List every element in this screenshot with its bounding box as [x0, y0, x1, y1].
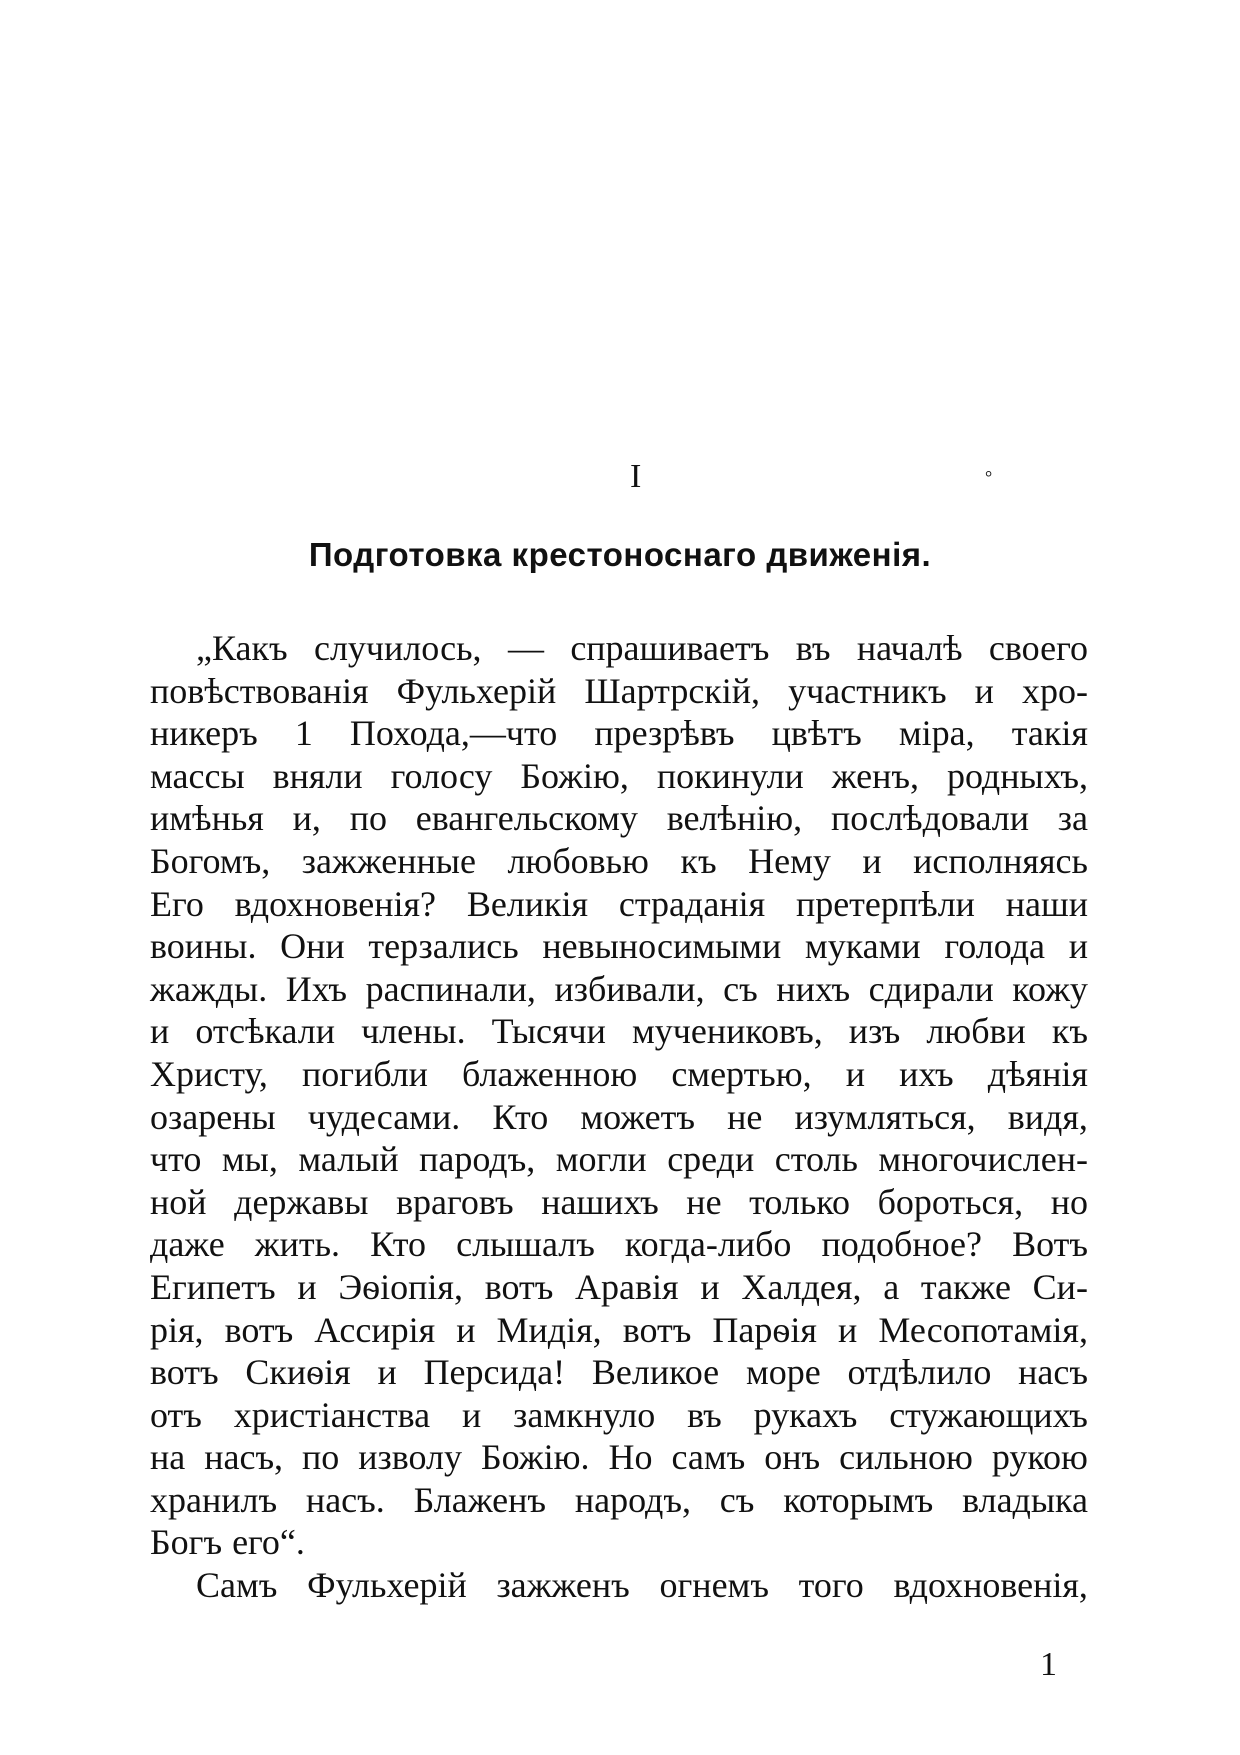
- text-line: [150, 1479, 1088, 1522]
- word: страданія: [618, 883, 766, 924]
- word: жить.: [254, 1224, 341, 1265]
- word: замкнуло: [513, 1394, 656, 1435]
- word: враговъ: [396, 1181, 514, 1222]
- word: съ: [719, 1479, 755, 1520]
- word: ной: [150, 1181, 207, 1222]
- word: голода: [944, 926, 1045, 967]
- word: массы: [150, 755, 245, 796]
- word: мучениковъ,: [631, 1011, 823, 1052]
- text-line: [150, 968, 1088, 1011]
- word: цвѣтъ: [771, 713, 862, 754]
- word: воины.: [150, 926, 257, 967]
- word: малый: [298, 1139, 399, 1180]
- word: нашихъ: [541, 1181, 659, 1222]
- word: Блаженъ: [413, 1479, 546, 1520]
- word: подобное?: [821, 1224, 982, 1265]
- text-line: [150, 883, 1088, 926]
- word: Его: [150, 883, 204, 924]
- word: столь: [774, 1139, 858, 1180]
- word: изволу: [358, 1437, 462, 1478]
- word: вотъ: [150, 1352, 219, 1393]
- word: самъ: [671, 1437, 746, 1478]
- word: міра,: [898, 713, 975, 754]
- word: по: [302, 1437, 340, 1478]
- word: Нему: [748, 840, 831, 881]
- word: Мидія,: [496, 1309, 602, 1350]
- word: насъ.: [305, 1479, 385, 1520]
- chapter-title: Подготовка крестоноснаго движенія.: [308, 536, 932, 573]
- word: наши: [1005, 883, 1088, 924]
- word: Месопотамія,: [878, 1309, 1088, 1350]
- chapter-number: I: [630, 458, 642, 495]
- word: Они: [280, 926, 345, 967]
- word: за: [1057, 798, 1088, 839]
- word: хро-: [1021, 670, 1088, 711]
- word: слышалъ: [456, 1224, 595, 1265]
- word: Кто: [492, 1096, 549, 1137]
- word: Богъ: [150, 1522, 223, 1563]
- word: пародъ,: [419, 1139, 536, 1180]
- scan-speck: °: [985, 467, 993, 487]
- word: чудесами.: [307, 1096, 461, 1137]
- word: и,: [292, 798, 321, 839]
- word: и: [862, 840, 882, 881]
- word: имѣнья: [150, 798, 264, 839]
- word: въ: [795, 628, 831, 668]
- word: никеръ: [150, 713, 258, 754]
- word: муками: [804, 926, 921, 967]
- text-line: [150, 1181, 1088, 1224]
- word: что: [150, 1139, 202, 1180]
- word: которымъ: [783, 1479, 934, 1520]
- word: Самъ: [196, 1565, 278, 1606]
- word: бороться,: [877, 1181, 1024, 1222]
- word: къ: [680, 840, 717, 881]
- text-line: [150, 712, 1088, 755]
- word: насъ,: [204, 1437, 284, 1478]
- word: Аравія: [575, 1266, 679, 1307]
- word: рія,: [150, 1309, 204, 1350]
- body-text: [150, 627, 1088, 1607]
- text-line: [150, 1394, 1088, 1437]
- word: женъ,: [831, 755, 920, 796]
- word: вдохновенія,: [893, 1565, 1088, 1606]
- word: отъ: [150, 1394, 202, 1435]
- word: жажды.: [150, 968, 268, 1009]
- text-line: [150, 1266, 1088, 1309]
- word: и: [150, 1011, 170, 1052]
- word: любви: [926, 1011, 1026, 1052]
- word: Богомъ,: [150, 840, 271, 881]
- word: сдирали: [868, 968, 994, 1009]
- word: нихъ: [776, 968, 851, 1009]
- word: Но: [608, 1437, 653, 1478]
- page-number: 1: [1040, 1646, 1057, 1683]
- word: рукахъ: [753, 1394, 858, 1435]
- word: Великія: [466, 883, 589, 924]
- word: по: [349, 798, 387, 839]
- text-line: [150, 1053, 1088, 1096]
- word: Тысячи: [491, 1011, 606, 1052]
- word: смертью,: [671, 1053, 812, 1094]
- word: распинали,: [365, 968, 536, 1009]
- word: море: [745, 1352, 821, 1393]
- word: евангельскому: [415, 798, 638, 839]
- word: озарены: [150, 1096, 276, 1137]
- word: Похода,—что: [349, 713, 558, 754]
- word: Персида!: [423, 1352, 566, 1393]
- word: повѣствованія: [150, 670, 369, 711]
- word: родныхъ,: [946, 755, 1088, 796]
- word: Божію.: [480, 1437, 590, 1478]
- word: видя,: [1007, 1096, 1088, 1137]
- word: Халдея,: [741, 1266, 862, 1307]
- word: Фульхерій: [396, 670, 557, 711]
- word: хранилъ: [150, 1479, 278, 1520]
- word: кожу: [1012, 968, 1088, 1009]
- word: и: [456, 1309, 476, 1350]
- word: рукою: [991, 1437, 1088, 1478]
- word: и: [462, 1394, 482, 1435]
- text-line: [150, 1436, 1088, 1479]
- text-line: [150, 925, 1088, 968]
- text-line: [150, 755, 1088, 798]
- word: Ассирія: [314, 1309, 436, 1350]
- word: отдѣлило: [847, 1352, 992, 1393]
- word: Парѳія: [712, 1309, 817, 1350]
- text-line: [150, 797, 1088, 840]
- word: такія: [1011, 713, 1088, 754]
- word: можетъ: [580, 1096, 695, 1137]
- word: невыносимыми: [542, 926, 782, 967]
- word: Си-: [1032, 1266, 1088, 1307]
- text-line: [150, 1223, 1088, 1266]
- word: случилось,: [313, 628, 482, 668]
- word: избивали,: [554, 968, 705, 1009]
- word: не: [727, 1096, 763, 1137]
- word: насъ: [1018, 1352, 1088, 1393]
- word: народъ,: [574, 1479, 691, 1520]
- word: дѣянія: [987, 1053, 1088, 1094]
- word: Божію,: [520, 755, 629, 796]
- word: погибли: [302, 1053, 428, 1094]
- word: Эѳіопія,: [338, 1266, 463, 1307]
- word: велѣнію,: [666, 798, 803, 839]
- word: претерпѣли: [795, 883, 975, 924]
- word: зажженъ: [496, 1565, 630, 1606]
- word: покинули: [656, 755, 804, 796]
- word: а: [883, 1266, 900, 1307]
- word: съ: [723, 968, 758, 1009]
- word: владыка: [962, 1479, 1088, 1520]
- word: вотъ: [224, 1309, 294, 1350]
- word: блаженною: [462, 1053, 638, 1094]
- text-line: [150, 1138, 1088, 1181]
- word: вняли: [272, 755, 363, 796]
- word: сильною: [839, 1437, 973, 1478]
- text-line: [150, 1096, 1088, 1139]
- word: стужающихъ: [889, 1394, 1088, 1435]
- word: мы,: [221, 1139, 278, 1180]
- word: и: [838, 1309, 858, 1350]
- text-line: [150, 1564, 1088, 1607]
- word: Вотъ: [1012, 1224, 1088, 1265]
- word: Христу,: [150, 1053, 268, 1094]
- word: Скиѳія: [245, 1352, 351, 1393]
- word: 1: [294, 713, 313, 754]
- word: послѣдовали: [830, 798, 1029, 839]
- word: голосу: [390, 755, 493, 796]
- text-line: [150, 840, 1088, 883]
- word: —: [507, 628, 544, 668]
- text-line: [150, 1521, 1088, 1564]
- word: презрѣвъ: [594, 713, 735, 754]
- word: изумляться,: [794, 1096, 976, 1137]
- text-line: [150, 1309, 1088, 1352]
- word: огнемъ: [659, 1565, 769, 1606]
- word: среди: [667, 1139, 755, 1180]
- word: державы: [234, 1181, 369, 1222]
- word: только: [749, 1181, 850, 1222]
- word: любовью: [507, 840, 649, 881]
- word: въ: [687, 1394, 722, 1435]
- word: и: [377, 1352, 397, 1393]
- word: и: [297, 1266, 317, 1307]
- word: ихъ: [899, 1053, 954, 1094]
- word: исполняясь: [913, 840, 1088, 881]
- word: но: [1050, 1181, 1088, 1222]
- word: Ихъ: [285, 968, 348, 1009]
- word: многочислен-: [878, 1139, 1088, 1180]
- word: его“.: [232, 1522, 305, 1563]
- word: зажженные: [301, 840, 476, 881]
- text-line: [150, 1351, 1088, 1394]
- word: и: [845, 1053, 865, 1094]
- word: также: [920, 1266, 1011, 1307]
- word: началѣ: [856, 628, 963, 668]
- word: вотъ: [622, 1309, 692, 1350]
- word: къ: [1051, 1011, 1088, 1052]
- word: вотъ: [484, 1266, 554, 1307]
- word: не: [686, 1181, 722, 1222]
- word: члены.: [361, 1011, 466, 1052]
- word: Кто: [370, 1224, 427, 1265]
- word: участникъ: [788, 670, 947, 711]
- word: христіанства: [233, 1394, 431, 1435]
- word: отсѣкали: [195, 1011, 336, 1052]
- text-line: [150, 1010, 1088, 1053]
- word: „Какъ: [196, 628, 288, 668]
- word: Египетъ: [150, 1266, 276, 1307]
- word: даже: [150, 1224, 225, 1265]
- word: могли: [555, 1139, 647, 1180]
- word: вдохновенія?: [234, 883, 437, 924]
- word: на: [150, 1437, 186, 1478]
- text-line: [150, 627, 1088, 670]
- word: онъ: [764, 1437, 821, 1478]
- text-line: [150, 670, 1088, 713]
- word: своего: [988, 628, 1088, 668]
- word: и: [974, 670, 994, 711]
- word: и: [700, 1266, 720, 1307]
- word: того: [798, 1565, 864, 1606]
- word: Шартрскій,: [584, 670, 761, 711]
- word: и: [1068, 926, 1088, 967]
- word: Фульхерій: [307, 1565, 467, 1606]
- word: спрашиваетъ: [570, 628, 770, 668]
- word: терзались: [368, 926, 519, 967]
- word: когда-либо: [624, 1224, 792, 1265]
- word: изъ: [848, 1011, 901, 1052]
- word: Великое: [591, 1352, 720, 1393]
